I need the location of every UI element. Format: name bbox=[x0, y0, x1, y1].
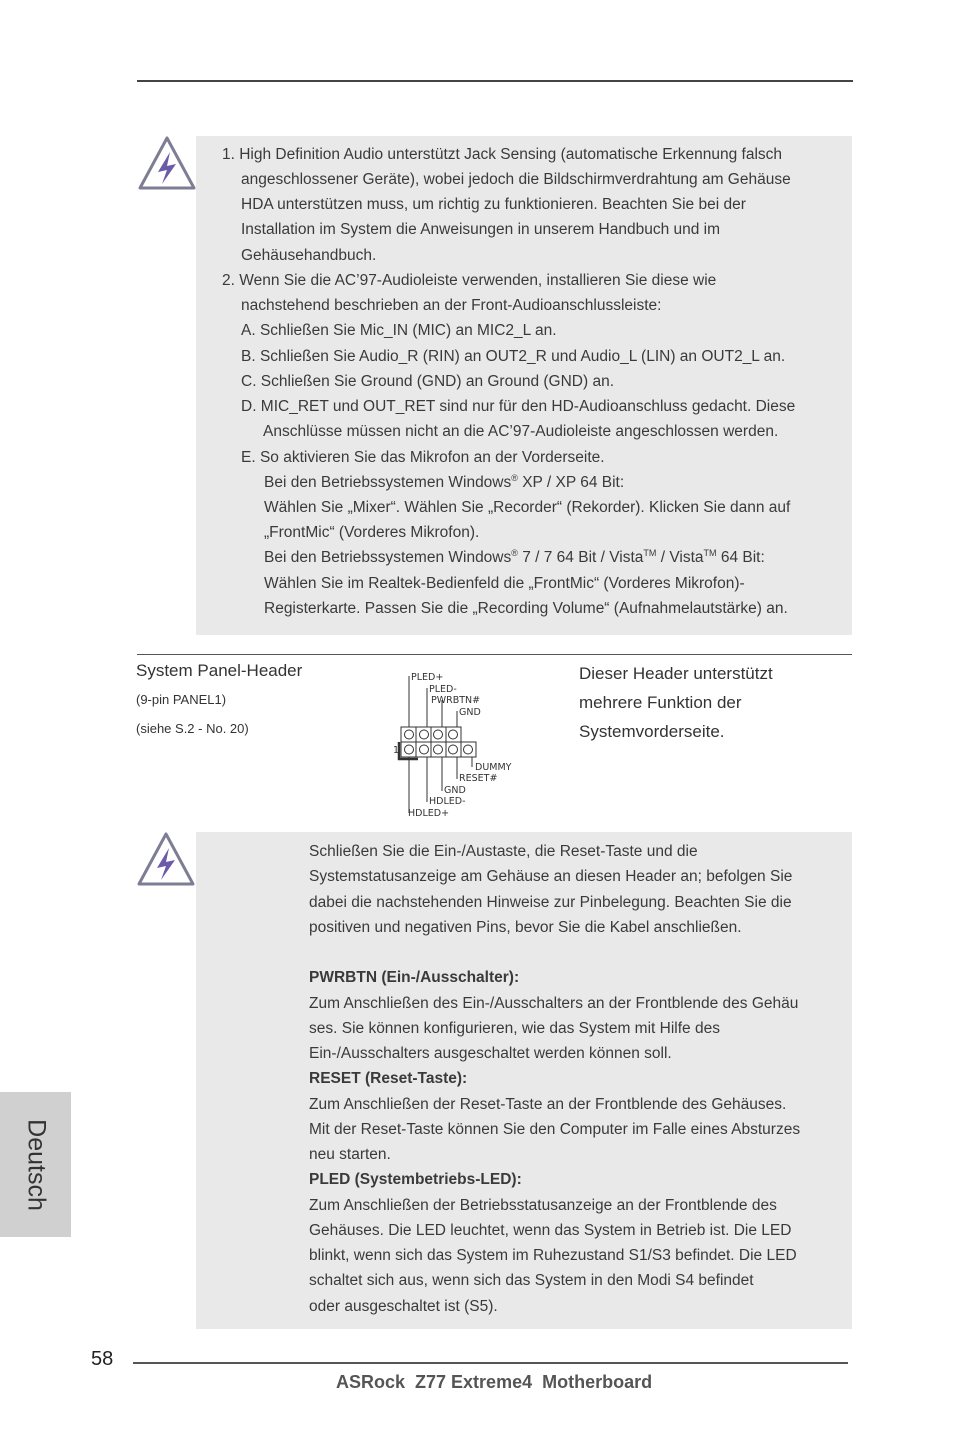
note1-step-a: A. Schließen Sie Mic_IN (MIC) an MIC2_L an. bbox=[241, 322, 557, 339]
note1-item1-line4: Installation im System die Anweisungen in unserem Handbuch und im bbox=[241, 221, 721, 238]
section-rule bbox=[137, 654, 852, 655]
pled-line2: Gehäuses. Die LED leuchtet, wenn das System in Betrieb ist. Die LED bbox=[309, 1222, 792, 1239]
note1-item1-line5: Gehäusehandbuch. bbox=[241, 247, 377, 264]
pled-line4: schaltet sich aus, wenn sich das System in den Modi S4 befindet bbox=[309, 1272, 754, 1289]
note1-vista-line1: Wählen Sie im Realtek-Bedienfeld die „FrontMic“ (Vorderes Mikrofon)- bbox=[264, 575, 745, 592]
note1-item2-line1: 2. Wenn Sie die AC’97-Audioleiste verwenden, installieren Sie diese wie bbox=[222, 272, 717, 289]
footer-title: ASRock Z77 Extreme4 Motherboard bbox=[336, 1372, 653, 1392]
panel-header-pin-diagram bbox=[392, 668, 532, 820]
pin-label-reset: RESET# bbox=[459, 773, 498, 784]
note2-intro-line1: Schließen Sie die Ein-/Austaste, die Reset-Taste und die bbox=[309, 843, 698, 860]
note1-item1-line2: angeschlossener Geräte), wobei jedoch die Bildschirmverdrahtung am Gehäuse bbox=[241, 171, 791, 188]
pin-one-marker: 1 bbox=[393, 745, 400, 756]
header-title: System Panel-Header bbox=[136, 661, 303, 680]
pin-label-pwrbtn: PWRBTN# bbox=[431, 695, 481, 706]
language-side-tab-label: Deutsch bbox=[22, 1118, 50, 1211]
pwrbtn-line3: Ein-/Ausschalters ausgeschaltet werden können soll. bbox=[309, 1045, 672, 1062]
pled-line5: oder ausgeschaltet ist (S5). bbox=[309, 1298, 498, 1315]
note1-vista-line2: Registerkarte. Passen Sie die „Recording Volume“ (Aufnahmelautstärke) an. bbox=[264, 600, 788, 617]
page-number: 58 bbox=[91, 1348, 114, 1370]
note2-intro-line2: Systemstatusanzeige am Gehäuse an diesen Header an; befolgen Sie bbox=[309, 868, 793, 885]
note1-step-c: C. Schließen Sie Ground (GND) an Ground (GND) an. bbox=[241, 373, 614, 390]
pin-label-dummy: DUMMY bbox=[475, 762, 512, 773]
note1-xp-heading: Bei den Betriebssystemen Windows® XP / XP 64 Bit: bbox=[264, 473, 625, 491]
note2-intro-line4: positiven und negativen Pins, bevor Sie die Kabel anschließen. bbox=[309, 919, 742, 936]
reset-line3: neu starten. bbox=[309, 1146, 391, 1163]
note1-step-d-line2: Anschlüsse müssen nicht an die AC’97-Audioleiste angeschlossen werden. bbox=[263, 423, 779, 440]
note1-step-b: B. Schließen Sie Audio_R (RIN) an OUT2_R und Audio_L (LIN) an OUT2_L an. bbox=[241, 348, 786, 365]
language-side-tab bbox=[0, 1092, 71, 1237]
header-subtitle-pin: (9-pin PANEL1) bbox=[136, 692, 227, 707]
note1-xp-line1: Wählen Sie „Mixer“. Wählen Sie „Recorder“ (Rekorder). Klicken Sie dann auf bbox=[264, 499, 791, 516]
note1-item1-line1: 1. High Definition Audio unterstützt Jack Sensing (automatische Erkennung falsch bbox=[222, 146, 783, 163]
reset-heading: RESET (Reset-Taste): bbox=[309, 1070, 468, 1087]
header-description-line: Dieser Header unterstützt bbox=[579, 664, 773, 683]
reset-line1: Zum Anschließen der Reset-Taste an der Frontblende des Gehäuses. bbox=[309, 1096, 787, 1113]
note1-step-e: E. So aktivieren Sie das Mikrofon an der Vorderseite. bbox=[241, 449, 605, 466]
warning-icon bbox=[136, 134, 198, 192]
top-rule bbox=[137, 80, 853, 82]
pled-heading: PLED (Systembetriebs-LED): bbox=[309, 1171, 522, 1188]
pin-label-pled-minus: PLED- bbox=[429, 684, 457, 695]
pwrbtn-heading: PWRBTN (Ein-/Ausschalter): bbox=[309, 969, 520, 986]
header-subtitle-ref: (siehe S.2 - No. 20) bbox=[136, 721, 249, 736]
pwrbtn-line2: ses. Sie können konfigurieren, wie das System mit Hilfe des bbox=[309, 1020, 720, 1037]
pled-line3: blinkt, wenn sich das System im Ruhezustand S1/S3 befindet. Die LED bbox=[309, 1247, 797, 1264]
footer-rule bbox=[133, 1362, 848, 1364]
reset-line2: Mit der Reset-Taste können Sie den Computer im Falle eines Absturzes bbox=[309, 1121, 801, 1138]
pin-label-pled-plus: PLED+ bbox=[411, 672, 444, 683]
pin-label-gnd-bottom: GND bbox=[444, 785, 466, 796]
header-description-line: Systemvorderseite. bbox=[579, 722, 725, 741]
note1-item2-line2: nachstehend beschrieben an der Front-Audioanschlussleiste: bbox=[241, 297, 662, 314]
pwrbtn-line1: Zum Anschließen des Ein-/Ausschalters an der Frontblende des Gehäu bbox=[309, 995, 799, 1012]
header-description bbox=[579, 659, 773, 746]
header-description-line: mehrere Funktion der bbox=[579, 693, 742, 712]
pin-label-gnd-top: GND bbox=[459, 707, 481, 718]
pin-label-hdled-minus: HDLED- bbox=[429, 796, 466, 807]
warning-icon bbox=[135, 830, 197, 888]
note1-item1-line3: HDA unterstützen muss, um richtig zu funktionieren. Beachten Sie bei der bbox=[241, 196, 746, 213]
pin-label-hdled-plus: HDLED+ bbox=[408, 808, 450, 819]
pled-line1: Zum Anschließen der Betriebsstatusanzeige an der Frontblende des bbox=[309, 1197, 777, 1214]
note1-step-d-line1: D. MIC_RET und OUT_RET sind nur für den HD-Audioanschluss gedacht. Diese bbox=[241, 398, 796, 415]
note1-vista-heading: Bei den Betriebssystemen Windows® 7 / 7 64 Bit / Vista™ / Vista™ 64 Bit: bbox=[264, 548, 765, 566]
note1-xp-line2: „FrontMic“ (Vorderes Mikrofon). bbox=[264, 524, 480, 541]
note2-intro-line3: dabei die nachstehenden Hinweise zur Pinbelegung. Beachten Sie die bbox=[309, 894, 792, 911]
